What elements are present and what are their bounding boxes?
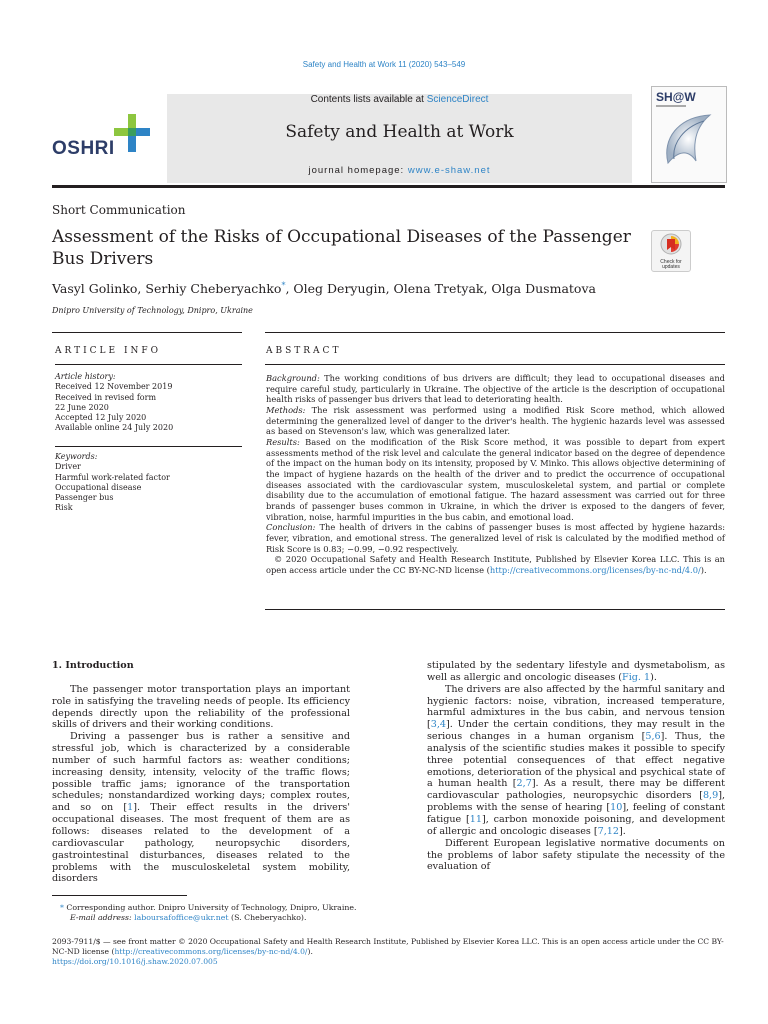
article-title: Assessment of the Risks of Occupational Diseases of the Passenger Bus Drivers xyxy=(52,227,631,269)
authors-part1: Vasyl Golinko, Serhiy Cheberyachko xyxy=(52,281,282,297)
abstract-copyright xyxy=(266,554,725,575)
abstract-methods xyxy=(266,405,725,437)
doi-link[interactable]: https://doi.org/10.1016/j.shaw.2020.07.005 xyxy=(52,957,218,966)
footer-text: 2093-7911/$ — see front matter © 2020 Occupational Safety and Health Research Institute, Published by Elsevier Korea LLC. This is an open access article under the CC BY-NC-ND license ( xyxy=(52,937,724,956)
body-right-column xyxy=(427,660,725,873)
check-updates-label: Check for updates xyxy=(660,259,682,270)
keywords xyxy=(55,452,245,514)
keyword-item: Occupational disease xyxy=(55,482,142,492)
homepage-line xyxy=(167,165,632,176)
header-rule xyxy=(52,185,725,188)
abstract-body xyxy=(266,373,725,575)
abstract-conclusion xyxy=(266,522,725,554)
abstract-background xyxy=(266,373,725,405)
abstract-heading: ABSTRACT xyxy=(266,346,342,356)
page-footer xyxy=(52,937,725,967)
email-suffix: (S. Cheberyachko). xyxy=(228,913,307,922)
footnote-mark[interactable]: * xyxy=(60,903,64,912)
journal-masthead xyxy=(167,94,632,183)
keyword-item: Driver xyxy=(55,462,81,472)
contents-line xyxy=(167,94,632,105)
footnote-text: Corresponding author. Dnipro University of Technology, Dnipro, Ukraine. xyxy=(63,903,357,912)
paragraph-text: Driving a passenger bus is rather a sensitive and stressful job, which is characterized by a considerable number of such harmful factors as: weather conditions; increasing density, intensity, velocity of the traffic flows; possible traffic jams; ignorance of the transportation schedules; nonstandardized working days; complex routes, and so on [ xyxy=(52,731,350,814)
history-label: Article history: xyxy=(55,372,116,381)
paragraph-text: stipulated by the sedentary lifestyle and dysmetabolism, as well as allergic and oncologic diseases ( xyxy=(427,660,725,683)
paragraph-text: ). xyxy=(650,671,657,683)
conclusion-label: Conclusion: xyxy=(266,522,316,533)
results-text: Based on the modification of the Risk Score method, it was possible to depart from expert assessments method of the risk level and calculate the general indicator based on the degree of dependence of the impact on the human body on its intensity, proposed by V. Minko. This allows objective determining of the impact of hygiene hazards on the health of the driver and to predict the occurrence of occupational diseases associated with the cardiovascular system, musculoskeletal system, and partial or complete disability due to the accumulation of emotional fatigue. The hazard assessment was carried out for three brands of passenger buses common in Ukraine, in which the driver is exposed to the dangers of fever, vibration, noise, harmful impurities in the bus cabin, and emotional load. xyxy=(266,436,725,522)
history-rule xyxy=(55,446,242,447)
methods-text: The risk assessment was performed using a modified Risk Score method, which allowed determining the generalized level of danger to the driver's health. The hygienic hazards level was assessed as based on Stevenson's law, which was generalized later. xyxy=(266,404,725,437)
paragraph-text: ]. xyxy=(619,825,626,837)
info-heading-rule xyxy=(55,364,242,365)
body-paragraph: The passenger motor transportation plays an important role in satisfying the traveling needs of people. Its efficiency depends directly upon the reliability of the professional skills of drivers and their working conditions. xyxy=(52,683,350,731)
body-left-column xyxy=(52,660,350,885)
sciencedirect-link[interactable]: ScienceDirect xyxy=(426,94,489,105)
history-item: 22 June 2020 xyxy=(55,402,109,412)
ref-link[interactable]: 2,7 xyxy=(516,778,532,790)
info-top-rule xyxy=(52,332,242,333)
ref-link[interactable]: 3,4 xyxy=(430,719,447,731)
methods-label: Methods: xyxy=(266,404,306,415)
article-type: Short Communication xyxy=(52,203,186,217)
cover-logo: SH@W xyxy=(656,90,696,104)
ref-link[interactable]: 8,9 xyxy=(702,790,719,802)
figure-link[interactable]: Fig. 1 xyxy=(622,671,651,683)
body-paragraph xyxy=(427,684,725,838)
contents-prefix: Contents lists available at xyxy=(310,94,427,105)
check-updates-icon xyxy=(660,233,682,255)
ref-link[interactable]: 11 xyxy=(469,813,483,825)
author-list xyxy=(52,281,596,296)
footnote-rule xyxy=(52,895,187,896)
corresponding-author-mark[interactable]: * xyxy=(281,281,286,290)
footer-license-link[interactable]: http://creativecommons.org/licenses/by-nc-nd/4.0/ xyxy=(114,947,308,956)
ref-link[interactable]: 10 xyxy=(610,802,623,814)
affiliation: Dnipro University of Technology, Dnipro, Ukraine xyxy=(52,306,253,315)
footnote xyxy=(52,903,356,923)
authors-part2: , Oleg Deryugin, Olena Tretyak, Olga Dusmatova xyxy=(285,281,596,297)
footer-license xyxy=(52,937,725,957)
conclusion-text: The health of drivers in the cabins of passenger buses is most affected by hygiene hazards: fever, vibration, and emotional stress. The generalized level of risk is calculated by the modified method of Risk Score is 0.83; −0.99, −0.92 respectively. xyxy=(266,522,725,554)
background-label: Background: xyxy=(266,373,320,383)
journal-cover[interactable] xyxy=(651,86,727,183)
copyright-text: © 2020 Occupational Safety and Health Research Institute, Published by Elsevier Korea LLC. This is an open access article under the CC BY-NC-ND license ( xyxy=(266,554,725,575)
paragraph-text: ], carbon monoxide poisoning, and development of allergic and oncologic diseases [ xyxy=(427,813,726,837)
paragraph-text: ]. Their effect results in the drivers' occupational diseases. The most frequent of them are as follows: diseases related to the development of a cardiovascular pathology, neuropsychic disorders, gastrointestinal disturbances, diseases related to the problems with the musculoskeletal system mobility, disorders xyxy=(52,802,350,885)
license-link[interactable]: http://creativecommons.org/licenses/by-nc-nd/4.0/ xyxy=(489,564,701,575)
abstract-top-rule xyxy=(265,332,725,333)
journal-title: Safety and Health at Work xyxy=(285,122,514,142)
ref-link[interactable]: 7,12 xyxy=(597,825,620,837)
article-info-heading: ARTICLE INFO xyxy=(55,346,162,356)
intro-heading: 1. Introduction xyxy=(52,660,134,671)
keyword-item: Harmful work-related factor xyxy=(55,472,170,482)
copyright-end: ). xyxy=(700,564,707,575)
check-for-updates-badge[interactable] xyxy=(651,230,691,272)
journal-citation[interactable]: Safety and Health at Work 11 (2020) 543–549 xyxy=(302,60,466,69)
body-paragraph xyxy=(52,731,350,885)
abstract-results xyxy=(266,437,725,522)
abstract-bottom-rule xyxy=(265,609,725,610)
body-paragraph: Different European legislative normative documents on the problems of labor safety stipulate the necessity of the evaluation of xyxy=(427,837,725,873)
history-item: Accepted 12 July 2020 xyxy=(55,413,147,423)
results-label: Results: xyxy=(266,436,300,447)
cover-swirl-icon xyxy=(658,109,720,173)
keyword-item: Risk xyxy=(55,503,73,513)
abstract-heading-rule xyxy=(265,364,725,365)
history-item: Received 12 November 2019 xyxy=(55,382,173,392)
keywords-label: Keywords: xyxy=(55,452,98,461)
ref-link[interactable]: 5,6 xyxy=(645,731,661,743)
oshri-logo xyxy=(52,112,160,162)
oshri-wordmark: OSHRI xyxy=(52,138,115,159)
footnote-author xyxy=(52,903,356,913)
paragraph-text: ], problems with the sense of hearing [ xyxy=(427,790,725,814)
footer-text-end: ). xyxy=(307,947,313,956)
history-item: Received in revised form xyxy=(55,392,157,402)
keyword-item: Passenger bus xyxy=(55,493,114,503)
ref-link[interactable]: 1 xyxy=(127,802,134,814)
paragraph-text: The drivers are also affected by the harmful sanitary and hygienic factors: noise, vibration, increased temperature, harmful admixtures in the bus cabin, and nervous tension [ xyxy=(427,683,725,731)
homepage-prefix: journal homepage: xyxy=(308,165,408,176)
homepage-link[interactable]: www.e-shaw.net xyxy=(407,165,491,176)
body-paragraph xyxy=(427,660,725,684)
paragraph-text: ]. As a result, there may be different cardiovascular pathologies, neuropsychic disorders [ xyxy=(427,778,725,802)
history-item: Available online 24 July 2020 xyxy=(55,423,174,433)
footnote-email xyxy=(70,913,356,923)
paragraph-text: ]. Thus, the analysis of the scientific studies makes it possible to specify three potential consequences of that effect negative emotions, deterioration of the physical and psychical state of a human health [ xyxy=(427,731,725,790)
oshri-cross-icon xyxy=(112,112,152,154)
paragraph-text: ]. Under the certain conditions, they may result in the serious changes in a human organism [ xyxy=(427,719,725,743)
paragraph-text: ], feeling of constant fatigue [ xyxy=(427,802,725,825)
email-label: E-mail address: xyxy=(70,913,132,922)
email-link[interactable]: laboursafoffice@ukr.net xyxy=(134,913,229,922)
background-text: The working conditions of bus drivers are difficult; they lead to occupational diseases and require careful study, particularly in Ukraine. The objective of the article is the description of occupational health risks of passenger bus drivers that lead to deteriorating health. xyxy=(266,373,725,405)
article-history xyxy=(55,372,245,434)
